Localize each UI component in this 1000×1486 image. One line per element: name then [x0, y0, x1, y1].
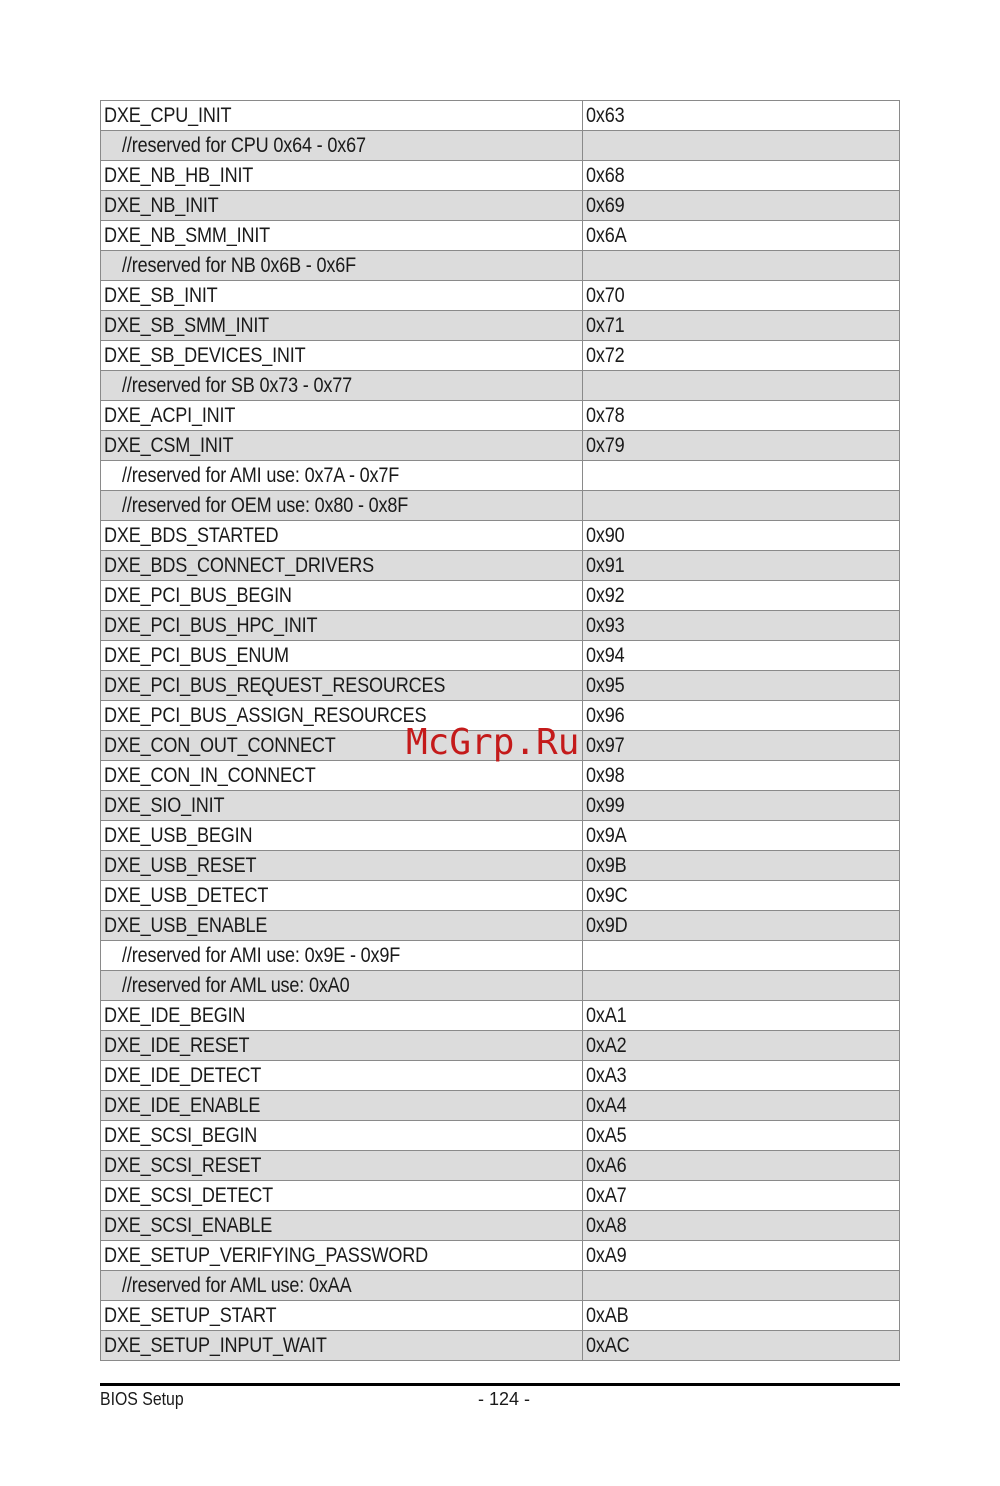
checkpoint-name: //reserved for NB 0x6B - 0x6F [122, 254, 356, 277]
checkpoint-code-cell [582, 581, 899, 611]
checkpoint-code-cell [582, 851, 899, 881]
checkpoint-name-cell [101, 851, 583, 881]
checkpoint-name: DXE_SETUP_VERIFYING_PASSWORD [104, 1244, 429, 1267]
checkpoint-name-cell [101, 731, 583, 761]
checkpoint-code: 0xA5 [585, 1124, 627, 1147]
checkpoint-name: DXE_SCSI_RESET [104, 1154, 262, 1177]
checkpoint-name-cell [101, 281, 583, 311]
table-row [101, 1181, 900, 1211]
checkpoint-name: DXE_SB_DEVICES_INIT [104, 344, 306, 367]
table-row [101, 671, 900, 701]
table-row [101, 701, 900, 731]
checkpoint-name-cell [101, 1301, 583, 1331]
checkpoint-name: //reserved for AMI use: 0x7A - 0x7F [122, 464, 400, 487]
checkpoint-name-cell [101, 491, 583, 521]
checkpoint-code-cell [582, 191, 899, 221]
checkpoint-name-cell [101, 941, 583, 971]
checkpoint-name: //reserved for CPU 0x64 - 0x67 [122, 134, 366, 157]
checkpoint-code-cell [582, 101, 899, 131]
checkpoint-name-cell [101, 1061, 583, 1091]
checkpoint-name: DXE_USB_DETECT [104, 884, 269, 907]
checkpoint-code: 0x91 [585, 554, 625, 577]
table-row [101, 341, 900, 371]
checkpoint-name-cell [101, 641, 583, 671]
checkpoint-code-cell [582, 1031, 899, 1061]
checkpoint-code-cell [582, 221, 899, 251]
checkpoint-code: 0x78 [585, 404, 625, 427]
checkpoint-name: DXE_ACPI_INIT [104, 404, 236, 427]
checkpoint-name-cell [101, 431, 583, 461]
checkpoint-code-cell [582, 521, 899, 551]
table-row [101, 1061, 900, 1091]
checkpoint-name: DXE_PCI_BUS_ASSIGN_RESOURCES [104, 704, 427, 727]
checkpoint-code: 0x70 [585, 284, 625, 307]
checkpoint-name-cell [101, 1091, 583, 1121]
checkpoint-code: 0x9A [585, 824, 627, 847]
checkpoint-name-cell [101, 1181, 583, 1211]
table-row [101, 581, 900, 611]
checkpoint-code-cell [582, 1151, 899, 1181]
table-row [101, 1331, 900, 1361]
checkpoint-name: DXE_USB_BEGIN [104, 824, 253, 847]
checkpoint-code: 0x95 [585, 674, 625, 697]
table-row [101, 851, 900, 881]
table-row [101, 491, 900, 521]
checkpoint-code-cell [582, 311, 899, 341]
table-row [101, 761, 900, 791]
checkpoint-code: 0x90 [585, 524, 625, 547]
checkpoint-code-cell [582, 551, 899, 581]
checkpoint-code-cell [582, 881, 899, 911]
checkpoint-name-cell [101, 461, 583, 491]
checkpoint-name-cell [101, 761, 583, 791]
checkpoint-code-cell [582, 641, 899, 671]
table-row [101, 911, 900, 941]
checkpoint-name: DXE_SETUP_INPUT_WAIT [104, 1334, 327, 1357]
checkpoint-name: DXE_BDS_CONNECT_DRIVERS [104, 554, 375, 577]
checkpoint-name: DXE_PCI_BUS_HPC_INIT [104, 614, 318, 637]
table-row [101, 941, 900, 971]
checkpoint-name: DXE_SB_SMM_INIT [104, 314, 270, 337]
table-row [101, 161, 900, 191]
checkpoint-name-cell [101, 971, 583, 1001]
table-row [101, 101, 900, 131]
checkpoint-code-cell [582, 1211, 899, 1241]
checkpoint-name-cell [101, 1271, 583, 1301]
checkpoint-code: 0xA8 [585, 1214, 627, 1237]
table-row [101, 1091, 900, 1121]
checkpoint-code-cell [582, 1331, 899, 1361]
table-row [101, 1271, 900, 1301]
checkpoint-name-cell [101, 251, 583, 281]
table-row [101, 791, 900, 821]
checkpoint-code: 0x68 [585, 164, 625, 187]
checkpoint-name: DXE_PCI_BUS_ENUM [104, 644, 289, 667]
checkpoint-code: 0x6A [585, 224, 627, 247]
checkpoint-code: 0x99 [585, 794, 625, 817]
checkpoint-name-cell [101, 881, 583, 911]
checkpoint-name: DXE_IDE_BEGIN [104, 1004, 246, 1027]
checkpoint-name-cell [101, 221, 583, 251]
checkpoint-code-cell [582, 731, 899, 761]
checkpoint-name: //reserved for OEM use: 0x80 - 0x8F [122, 494, 409, 517]
checkpoint-name-cell [101, 1121, 583, 1151]
checkpoint-code: 0x69 [585, 194, 625, 217]
checkpoint-code-cell [582, 1241, 899, 1271]
checkpoint-name: //reserved for SB 0x73 - 0x77 [122, 374, 352, 397]
table-row [101, 131, 900, 161]
checkpoint-code-cell [582, 701, 899, 731]
checkpoint-name: DXE_CON_IN_CONNECT [104, 764, 316, 787]
post-code-table-body [101, 101, 900, 1361]
checkpoint-code: 0xA6 [585, 1154, 627, 1177]
checkpoint-code-cell [582, 281, 899, 311]
table-row [101, 881, 900, 911]
checkpoint-name-cell [101, 191, 583, 221]
table-row [101, 1031, 900, 1061]
checkpoint-code-cell [582, 401, 899, 431]
checkpoint-code-cell [582, 461, 899, 491]
checkpoint-code-cell [582, 1061, 899, 1091]
table-row [101, 1241, 900, 1271]
table-row [101, 611, 900, 641]
table-row [101, 431, 900, 461]
table-row [101, 1001, 900, 1031]
checkpoint-code-cell [582, 131, 899, 161]
checkpoint-name: DXE_SIO_INIT [104, 794, 225, 817]
table-row [101, 221, 900, 251]
table-row [101, 971, 900, 1001]
table-row [101, 551, 900, 581]
checkpoint-name: DXE_NB_INIT [104, 194, 219, 217]
checkpoint-name: //reserved for AML use: 0xAA [122, 1274, 352, 1297]
checkpoint-code-cell [582, 491, 899, 521]
table-row [101, 191, 900, 221]
table-row [101, 251, 900, 281]
table-row [101, 821, 900, 851]
checkpoint-code-cell [582, 1121, 899, 1151]
checkpoint-code-cell [582, 1181, 899, 1211]
table-row [101, 1151, 900, 1181]
checkpoint-name-cell [101, 1001, 583, 1031]
checkpoint-name-cell [101, 1151, 583, 1181]
checkpoint-code: 0xA4 [585, 1094, 627, 1117]
checkpoint-name: DXE_IDE_ENABLE [104, 1094, 261, 1117]
checkpoint-name-cell [101, 551, 583, 581]
checkpoint-code-cell [582, 371, 899, 401]
checkpoint-code-cell [582, 911, 899, 941]
footer-divider [100, 1383, 900, 1386]
checkpoint-name-cell [101, 131, 583, 161]
checkpoint-name-cell [101, 821, 583, 851]
checkpoint-code: 0xA7 [585, 1184, 627, 1207]
table-row [101, 521, 900, 551]
table-row [101, 401, 900, 431]
checkpoint-code-cell [582, 341, 899, 371]
checkpoint-name-cell [101, 521, 583, 551]
checkpoint-code: 0xAC [585, 1334, 630, 1357]
checkpoint-name: //reserved for AML use: 0xA0 [122, 974, 350, 997]
checkpoint-name-cell [101, 401, 583, 431]
checkpoint-code-cell [582, 251, 899, 281]
checkpoint-code: 0x9C [585, 884, 628, 907]
checkpoint-code: 0xA1 [585, 1004, 627, 1027]
table-row [101, 1301, 900, 1331]
checkpoint-name-cell [101, 701, 583, 731]
checkpoint-name-cell [101, 101, 583, 131]
page-number: - 124 - [478, 1389, 531, 1409]
checkpoint-code: 0x93 [585, 614, 625, 637]
checkpoint-code-cell [582, 971, 899, 1001]
checkpoint-code-cell [582, 161, 899, 191]
checkpoint-name: //reserved for AMI use: 0x9E - 0x9F [122, 944, 401, 967]
checkpoint-name: DXE_IDE_DETECT [104, 1064, 262, 1087]
checkpoint-name-cell [101, 1031, 583, 1061]
checkpoint-name-cell [101, 581, 583, 611]
checkpoint-name: DXE_SB_INIT [104, 284, 218, 307]
checkpoint-name: DXE_SCSI_DETECT [104, 1184, 274, 1207]
checkpoint-code-cell [582, 1091, 899, 1121]
checkpoint-name: DXE_CPU_INIT [104, 104, 232, 127]
checkpoint-name: DXE_CON_OUT_CONNECT [104, 734, 336, 757]
checkpoint-code: 0xAB [585, 1304, 629, 1327]
table-row [101, 641, 900, 671]
post-code-table [100, 100, 900, 1361]
table-row [101, 281, 900, 311]
checkpoint-name-cell [101, 611, 583, 641]
checkpoint-code: 0xA9 [585, 1244, 627, 1267]
table-row [101, 311, 900, 341]
checkpoint-code: 0x96 [585, 704, 625, 727]
checkpoint-name-cell [101, 161, 583, 191]
checkpoint-name: DXE_CSM_INIT [104, 434, 234, 457]
checkpoint-code-cell [582, 431, 899, 461]
checkpoint-code: 0x72 [585, 344, 625, 367]
checkpoint-name: DXE_NB_HB_INIT [104, 164, 254, 187]
checkpoint-code: 0x92 [585, 584, 625, 607]
checkpoint-code-cell [582, 761, 899, 791]
checkpoint-code: 0x63 [585, 104, 625, 127]
checkpoint-name-cell [101, 911, 583, 941]
checkpoint-name-cell [101, 671, 583, 701]
checkpoint-code-cell [582, 791, 899, 821]
checkpoint-code: 0x71 [585, 314, 625, 337]
checkpoint-code: 0x98 [585, 764, 625, 787]
checkpoint-name: DXE_PCI_BUS_BEGIN [104, 584, 292, 607]
checkpoint-name: DXE_SCSI_ENABLE [104, 1214, 273, 1237]
checkpoint-name: DXE_USB_RESET [104, 854, 257, 877]
checkpoint-code: 0x9D [585, 914, 628, 937]
checkpoint-name: DXE_SETUP_START [104, 1304, 277, 1327]
table-row [101, 1211, 900, 1241]
checkpoint-name: DXE_PCI_BUS_REQUEST_RESOURCES [104, 674, 446, 697]
footer-section-title: BIOS Setup [100, 1389, 184, 1409]
checkpoint-code-cell [582, 1001, 899, 1031]
checkpoint-code: 0x79 [585, 434, 625, 457]
table-row [101, 1121, 900, 1151]
table-row [101, 461, 900, 491]
checkpoint-code-cell [582, 941, 899, 971]
checkpoint-name-cell [101, 1211, 583, 1241]
checkpoint-name: DXE_USB_ENABLE [104, 914, 268, 937]
checkpoint-name: DXE_IDE_RESET [104, 1034, 250, 1057]
checkpoint-code: 0x9B [585, 854, 627, 877]
checkpoint-code: 0xA3 [585, 1064, 627, 1087]
table-row [101, 731, 900, 761]
table-row [101, 371, 900, 401]
checkpoint-name-cell [101, 1241, 583, 1271]
checkpoint-name-cell [101, 791, 583, 821]
checkpoint-code-cell [582, 821, 899, 851]
checkpoint-name-cell [101, 341, 583, 371]
checkpoint-name: DXE_BDS_STARTED [104, 524, 279, 547]
checkpoint-code: 0xA2 [585, 1034, 627, 1057]
checkpoint-name: DXE_NB_SMM_INIT [104, 224, 271, 247]
checkpoint-code-cell [582, 1301, 899, 1331]
checkpoint-code-cell [582, 1271, 899, 1301]
checkpoint-name: DXE_SCSI_BEGIN [104, 1124, 258, 1147]
checkpoint-code-cell [582, 611, 899, 641]
checkpoint-name-cell [101, 371, 583, 401]
checkpoint-code: 0x94 [585, 644, 625, 667]
checkpoint-code: 0x97 [585, 734, 625, 757]
checkpoint-name-cell [101, 1331, 583, 1361]
checkpoint-name-cell [101, 311, 583, 341]
watermark: McGrp.Ru [406, 722, 580, 763]
checkpoint-code-cell [582, 671, 899, 701]
